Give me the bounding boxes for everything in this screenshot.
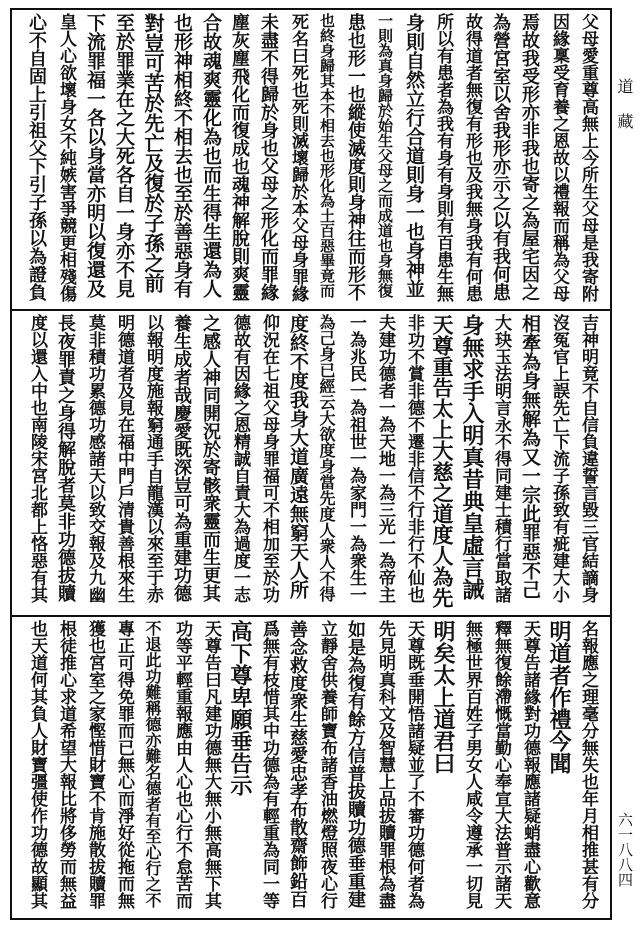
text-column: 對豈可苦於先亡及復於子孫之前 [141, 13, 165, 293]
text-column: 下流罪福一各以身當亦明以復還及 [84, 13, 106, 298]
text-column: 一則為真身歸於始生父母之而成道也身無復 [376, 13, 394, 298]
text-column: 所以有患者為我有身有身則有百患生無 [433, 13, 453, 302]
text-column: 未盡不得歸於身也父母之形化而罪緣 [258, 13, 279, 301]
text-column: 專正可得免罪而已無心而淨好從拖而無 [114, 620, 134, 909]
register-middle [12, 311, 610, 613]
text-column: 度終不度我身大道廣遠無窮天人所 [287, 314, 309, 599]
text-column: 身則自然立行合道則身一也身神並 [403, 13, 425, 298]
text-column: 釋無復餘滯慨當勤心奉宣大法普示諸天 [491, 620, 511, 909]
text-column: 焉故我受形亦非我也寄之為屋宅因之 [519, 13, 540, 301]
text-column: 患也形一也縱使滅度則身神往而形不 [345, 13, 366, 301]
text-column: 明道者作禮今聞 [546, 620, 572, 774]
text-column: 吉神明竟不自信負違誓言毀三官結謫身 [578, 314, 598, 603]
text-column: 父母愛重尊高無上今所生父母是我寄附 [578, 13, 598, 302]
text-column: 獲也宮室之家慳惜財寶不肯施散拔贖罪 [85, 620, 105, 909]
text-column: 大玦玉法明言永不得同建士積行當取諸 [491, 314, 511, 603]
text-column: 仰況在七祖父母身罪福可不相加至於功 [259, 314, 279, 603]
text-column: 之感人神同開況於寄骸衆靈而生更其 [200, 314, 221, 602]
text-column: 皇人心欲壞身女不純嫉害爭競更相殘傷 [56, 13, 76, 302]
text-column: 莫非積功累德功感諸天以致交報及九幽 [85, 314, 105, 603]
text-column: 至於罪業在之大死各自一身亦不見 [113, 13, 135, 298]
text-column: 如是為復有餘方信普拔贖功德垂重建 [345, 620, 366, 908]
text-column: 明矣太上道君曰 [430, 620, 456, 774]
text-column: 沒冤官上誤先亡下流子孫致有疵建大小 [549, 314, 569, 603]
text-column: 塵灰塵飛化而復成也魂神解脫則爽靈 [229, 13, 250, 301]
text-column: 無極世界百姓子男女人咸令遵承一切見 [462, 620, 482, 909]
text-column: 身無求手入明真昔典皇虛言誡 [459, 314, 485, 600]
text-column: 以報明度施報窮通手自龍漢以來至于赤 [143, 314, 163, 603]
text-column: 為己身已經云大欲度身當先度人衆人不得 [317, 314, 336, 602]
text-column: 高下尊卑願垂告示 [227, 620, 253, 796]
register-bottom [12, 617, 610, 918]
collection-label: 道 藏 [615, 78, 634, 129]
text-column: 為營宮室以舍我形亦示之以有我何患 [490, 13, 511, 301]
text-column: 夫建功德者一為天地一為三光一為帝主 [375, 314, 395, 603]
text-column: 合故魂爽靈化為也而生得生還為人 [200, 13, 222, 298]
text-column: 也天道何其負人財寶彊使作功德故顯其 [27, 620, 47, 909]
text-column: 因緣稟受育養之恩故以禮報而稱為父母 [549, 13, 569, 302]
register-top [12, 10, 610, 307]
text-column: 一為兆民一為祖世一為家門一為衆生一 [346, 314, 366, 603]
text-column: 明德道者及見在福中門戶清貴善根來生 [114, 314, 134, 603]
text-column: 天尊告曰凡建功德無大無小無高無下其 [201, 620, 221, 909]
text-column: 養生成者哉慶愛既深豈可為重建功德 [171, 314, 192, 602]
text-column: 故得道者無復有形也及我無身我有何患 [462, 13, 482, 302]
text-column: 也形神相終不相去也至於善惡身有 [171, 13, 193, 298]
text-columns-top [22, 10, 602, 307]
text-column: 度以還入中也南陵宋宮北都上恪惡有其 [27, 314, 47, 603]
text-column: 爲無有枝惜其中功德為有輕重為同一等 [259, 620, 279, 909]
text-columns-middle [22, 311, 602, 613]
text-column: 名報應之理毫分無失也年月相推甚有分 [578, 620, 598, 909]
text-column: 立靜舍供養師寶布諸香油燃燈照夜心行 [317, 620, 337, 909]
text-column: 善念救度衆生慈愛忠孝布散齋飾鉛百 [287, 620, 308, 908]
text-column: 天尊重告太上大慈之道度人為先 [430, 314, 455, 608]
text-column: 非功不賞非德不遷非信不行非行不仙也 [404, 314, 424, 603]
text-column: 天尊既垂開悟諸疑並了不審功德何者為 [404, 620, 424, 909]
text-column: 根徒推心求道希望大報比將侈勞而無益 [56, 620, 76, 909]
text-column: 不退此功難稱德亦難名德者有至心行之不 [143, 620, 162, 908]
text-columns-bottom [22, 617, 602, 918]
page-number: 六一八八四 [616, 812, 634, 887]
text-column: 相牽為身無解為又一宗此罪惡不己 [519, 314, 541, 599]
text-column: 也終身歸其本不相去也形化為土百惡畢竟而 [318, 13, 336, 298]
page-frame [10, 8, 612, 920]
text-column: 天尊告諸緣對功德報應諸疑蛸盡心歡意 [520, 620, 540, 909]
text-column: 長夜罪責之身得解脫者莫非功德拔贖 [55, 314, 76, 602]
text-column: 德故有因緣之恩精誠自責大為過度一志 [230, 314, 250, 603]
text-column: 功等平輕重報應由人心也心行不怠苦而 [172, 620, 192, 909]
text-column: 死名曰死也死則滅壞歸於本父母身罪緣 [288, 13, 308, 302]
text-column: 心不自固上引祖父下引子孫以為證負 [26, 13, 47, 301]
text-column: 先見明真科文及智慧上品拔贖罪根為盡 [375, 620, 395, 909]
